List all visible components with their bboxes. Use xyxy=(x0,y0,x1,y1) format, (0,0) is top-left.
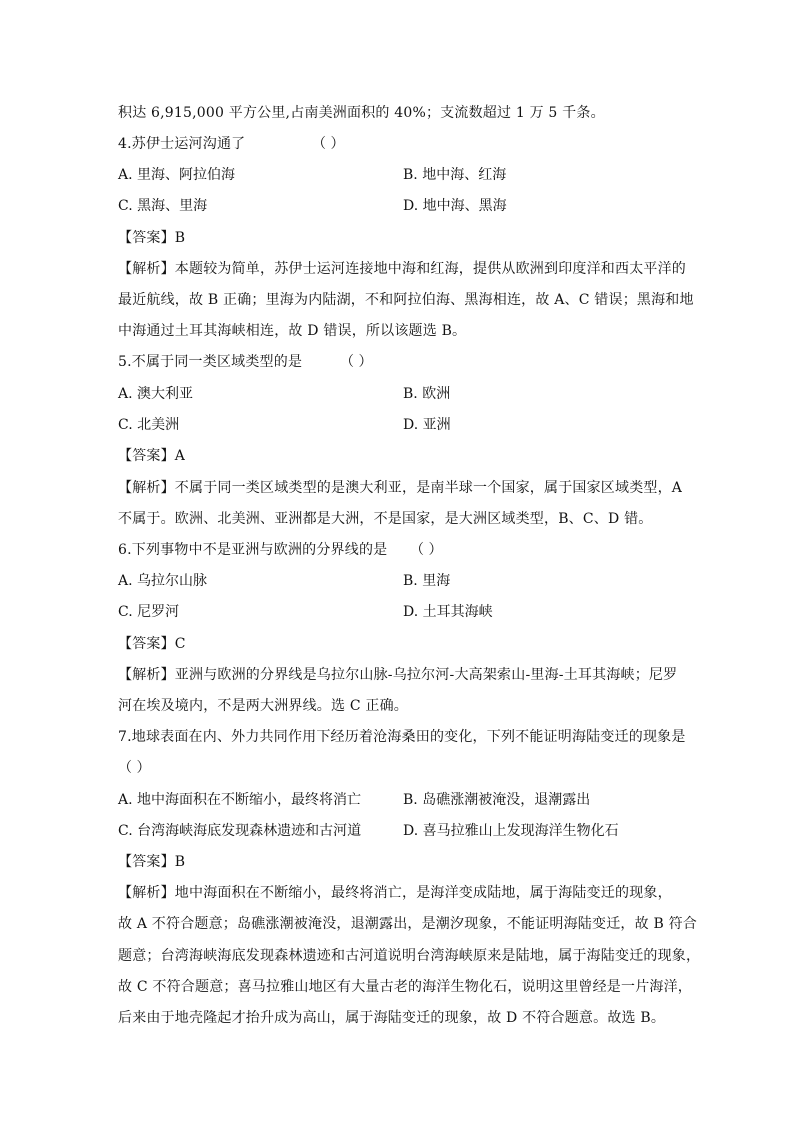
question-6-stem: 6.下列事物中不是亚洲与欧洲的分界线的是 xyxy=(118,542,388,558)
question-6-option-d: D. 土耳其海峡 xyxy=(403,604,493,620)
question-6-answer: 【答案】C xyxy=(118,636,186,652)
question-5-analysis-line: 不属于。欧洲、北美洲、亚洲都是大洲，不是国家，是大洲区域类型，B、C、D 错。 xyxy=(118,511,653,527)
question-7-option-d: D. 喜马拉雅山上发现海洋生物化石 xyxy=(403,823,619,839)
question-6-analysis-line: 河在埃及境内，不是两大洲界线。选 C 正确。 xyxy=(118,698,409,714)
question-7-stem: 7.地球表面在内、外力共同作用下经历着沧海桑田的变化，下列不能证明海陆变迁的现象是 xyxy=(118,729,686,745)
question-7-option-c: C. 台湾海峡海底发现森林遗迹和古河道 xyxy=(118,823,362,839)
question-6-option-c: C. 尼罗河 xyxy=(118,604,180,620)
question-5-option-c: C. 北美洲 xyxy=(118,417,180,433)
question-7-option-a: A. 地中海面积在不断缩小，最终将消亡 xyxy=(118,792,362,808)
question-4-option-d: D. 地中海、黑海 xyxy=(403,198,507,214)
question-4-analysis-line: 【解析】本题较为简单，苏伊士运河连接地中海和红海，提供从欧洲到印度洋和西太平洋的 xyxy=(118,261,686,277)
intro-line: 积达 6,915,000 平方公里,占南美洲面积的 40%；支流数超过 1 万 5 千条。 xyxy=(118,105,605,121)
question-6-option-b: B. 里海 xyxy=(403,573,451,589)
question-7-analysis-line: 【解析】地中海面积在不断缩小，最终将消亡，是海洋变成陆地，属于海陆变迁的现象， xyxy=(118,885,672,901)
question-7-analysis-line: 故 A 不符合题意；岛礁涨潮被淹没，退潮露出，是潮汐现象，不能证明海陆变迁，故 B 符合 xyxy=(118,916,697,932)
question-5-option-b: B. 欧洲 xyxy=(403,386,451,402)
question-5-analysis-line: 【解析】不属于同一类区域类型的是澳大利亚，是南半球一个国家，属于国家区域类型，A xyxy=(118,480,683,496)
question-4-stem xyxy=(118,134,245,154)
question-7-analysis-line: 后来由于地壳隆起才抬升成为高山，属于海陆变迁的现象，故 D 不符合题意。故选 B。 xyxy=(118,1010,666,1026)
question-4-answer: 【答案】B xyxy=(118,230,186,246)
question-6-bracket: （ ） xyxy=(410,542,443,558)
question-4-option-a: A. 里海、阿拉伯海 xyxy=(118,167,236,183)
question-5-option-d: D. 亚洲 xyxy=(403,417,451,433)
question-4-analysis-line: 最近航线，故 B 正确；里海为内陆湖，不和阿拉伯海、黑海相连，故 A、C 错误；黑海和地 xyxy=(118,292,694,308)
question-4-option-b: B. 地中海、红海 xyxy=(403,167,507,183)
question-6-option-a: A. 乌拉尔山脉 xyxy=(118,573,208,589)
question-6-analysis-line: 【解析】亚洲与欧洲的分界线是乌拉尔山脉-乌拉尔河-大高架索山-里海-土耳其海峡；尼罗 xyxy=(118,667,678,683)
question-4-text: 4.苏伊士运河沟通了 xyxy=(118,136,246,152)
question-7-bracket: （ ） xyxy=(118,760,151,776)
question-7-analysis-line: 题意；台湾海峡海底发现森林遗迹和古河道说明台湾海峡原来是陆地，属于海陆变迁的现象， xyxy=(118,948,701,964)
question-5-answer: 【答案】A xyxy=(118,448,186,464)
question-5-bracket: （ ） xyxy=(340,354,373,370)
question-7-analysis-line: 故 C 不符合题意；喜马拉雅山地区有大量古老的海洋生物化石，说明这里曾经是一片海洋， xyxy=(118,979,693,995)
question-5-stem: 5.不属于同一类区域类型的是 xyxy=(118,354,303,370)
question-7-option-b: B. 岛礁涨潮被淹没，退潮露出 xyxy=(403,792,591,808)
question-4-bracket: （ ） xyxy=(312,136,345,152)
question-4-analysis-line: 中海通过土耳其海峡相连，故 D 错误，所以该题选 B。 xyxy=(118,323,467,339)
question-5-option-a: A. 澳大利亚 xyxy=(118,386,194,402)
question-4-option-c: C. 黑海、里海 xyxy=(118,198,208,214)
question-7-answer: 【答案】B xyxy=(118,854,186,870)
